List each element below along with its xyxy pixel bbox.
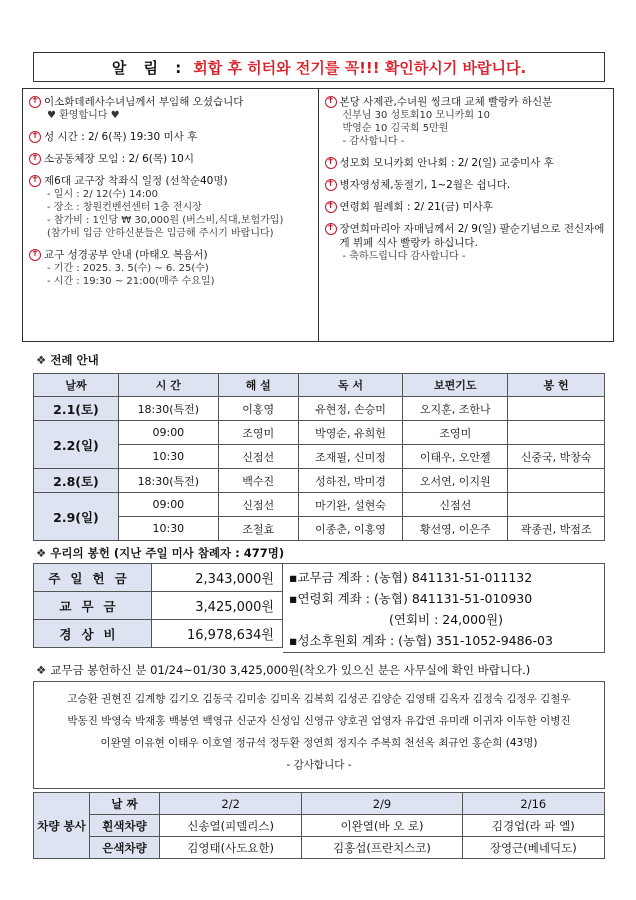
notice-item [325,200,608,214]
notice-sub: - 축하드립니다 감사합니다 - [342,251,466,262]
account-line: ▪성소후원회 계좌 : (농협) 351-1052-9486-03 [289,633,553,648]
title-message: 회합 후 히터와 전기를 꼭!!! 확인하시기 바랍니다. [193,58,527,77]
notice-head [29,95,312,109]
liturgy-header: 보편기도 [403,374,508,397]
liturgy-cell: 이종춘, 이홍영 [298,517,403,541]
notice-text: 이소화데레사수녀님께서 부임해 오셨습니다 [44,96,244,108]
offering-table [33,563,283,648]
notice-head [29,152,312,166]
notice-text: 교구 성경공부 안내 (마태오 복음서) [44,249,208,261]
vehicle-title: 차량 봉사 [34,793,90,859]
liturgy-cell [508,469,605,493]
liturgy-date: 2.9(일) [34,493,119,541]
notice-item [29,130,312,144]
liturgy-cell: 이태우, 오안젤 [403,445,508,469]
notice-sub: - 감사합니다 - [342,136,405,147]
liturgy-header: 날짜 [34,374,119,397]
liturgy-header: 독 서 [298,374,403,397]
cross-icon: ✝ [29,249,41,261]
liturgy-cell: 곽종권, 박점조 [508,517,605,541]
liturgy-cell: 조철효 [218,517,298,541]
vehicle-date: 2/16 [462,793,604,815]
notice-item [29,174,312,240]
notice-item [325,95,608,148]
liturgy-cell: 신점선 [218,493,298,517]
liturgy-cell: 18:30(특전) [118,397,218,421]
liturgy-cell: 신점선 [403,493,508,517]
vehicle-cell: 장영근(베네딕도) [462,837,604,859]
notice-item [29,95,312,122]
notice-text: 성모회 모니카회 안나회 : 2/ 2(일) 교중미사 후 [339,157,554,169]
notice-head [29,130,312,144]
vehicle-cell: 신송열(피델리스) [160,815,302,837]
cross-icon: ✝ [325,96,337,108]
donor-line: 이완열 이유현 이태우 이호열 정규석 정두환 정연희 정지수 주복희 천선옥 최규언 홍순희 (43명) [100,737,538,749]
cross-icon: ✝ [29,175,41,187]
liturgy-cell: 10:30 [118,445,218,469]
liturgy-row [34,397,605,421]
liturgy-date: 2.1(토) [34,397,119,421]
notice-sub: (참가비 입금 안하신분들은 입금해 주시기 바랍니다) [47,228,274,239]
liturgy-cell: 박영순, 유희헌 [298,421,403,445]
offering-label: 경상비 [34,620,152,648]
notice-sub: - 시간 : 19:30 ~ 21:00(매주 수요일) [47,276,215,287]
cross-icon: ✝ [325,223,337,235]
offering-amount: 2,343,000원 [152,564,283,592]
notice-title [33,52,605,82]
account-line: ▪연령회 계좌 : (농협) 841131-51-010930 [289,591,533,606]
liturgy-cell: 성하진, 박미경 [298,469,403,493]
notice-text: 본당 사제관,수녀원 씽크대 교체 빨랑카 하신분 [339,96,553,108]
cross-icon: ✝ [29,96,41,108]
notice-item [29,152,312,166]
offering-label: 교무금 [34,592,152,620]
notice-sub: - 참가비 : 1인당 ₩ 30,000원 (버스비,식대,보험가입) [47,215,284,226]
notice-item [325,156,608,170]
donors-box [33,681,605,789]
liturgy-cell: 오서연, 이지원 [403,469,508,493]
notice-text: 성 시간 : 2/ 6(목) 19:30 미사 후 [44,131,198,143]
offering-row [34,592,283,620]
liturgy-row [34,493,605,517]
vehicle-date: 2/2 [160,793,302,815]
liturgy-cell: 조영미 [218,421,298,445]
liturgy-cell: 신중국, 박창숙 [508,445,605,469]
notice-head [29,248,312,262]
notice-text: 제6대 교구장 착좌식 일정 (선착순40명) [44,175,228,187]
notice-sub: ♥ 환영합니다 ♥ [47,110,120,121]
account-line: ▪교무금 계좌 : (농협) 841131-51-011132 [289,570,533,585]
liturgy-cell: 오지훈, 조한나 [403,397,508,421]
notice-sub: - 장소 : 창원컨벤션센터 1층 전시장 [47,202,202,213]
liturgy-cell: 황선영, 이은주 [403,517,508,541]
cross-icon: ✝ [325,179,337,191]
vehicle-date-label: 날 짜 [90,793,160,815]
notice-sub: 신부님 30 성토회10 모니카회 10 [342,110,490,121]
liturgy-row [34,445,605,469]
liturgy-cell: 조재필, 신미정 [298,445,403,469]
liturgy-table [33,373,605,541]
notices-box [22,88,614,342]
liturgy-date: 2.2(일) [34,421,119,469]
notice-item [325,178,608,192]
notice-text: 장연희마리아 자매님께서 2/ 9(일) 팔순기념으로 전신자에게 뷔페 식사 빨랑카 하십니다. [339,223,605,249]
liturgy-cell: 유현정, 손승미 [298,397,403,421]
offering-amount: 3,425,000원 [152,592,283,620]
notices-right-column [319,89,614,341]
vehicle-row-label: 은색차량 [90,837,160,859]
donor-line: 박동진 박영숙 박재홍 백봉연 백영규 신군자 신성임 신영규 양호권 엄영자 유갑연 유미래 이귀자 이두한 이병진 [67,715,571,727]
liturgy-header: 봉 헌 [508,374,605,397]
liturgy-cell [508,493,605,517]
cross-icon: ✝ [29,153,41,165]
liturgy-date: 2.8(토) [34,469,119,493]
offering-label: 주일헌금 [34,564,152,592]
liturgy-header: 시 간 [118,374,218,397]
notice-head [325,222,608,250]
cross-icon: ✝ [325,157,337,169]
liturgy-cell [508,397,605,421]
liturgy-header: 해 설 [218,374,298,397]
liturgy-row [34,517,605,541]
liturgy-cell: 18:30(특전) [118,469,218,493]
notice-head [29,174,312,188]
notice-head [325,156,608,170]
donors-section-title: ❖ 교무금 봉헌하신 분 01/24~01/30 3,425,000원(착오가 있으신 분은 사무실에 확인 바랍니다.) [36,663,531,677]
liturgy-section-title: ❖ 전례 안내 [36,353,99,367]
vehicle-table [33,792,605,859]
notices-left-column [23,89,319,341]
liturgy-cell: 09:00 [118,493,218,517]
liturgy-cell [508,421,605,445]
notice-item [29,248,312,288]
notice-head [325,95,608,109]
offering-row [34,564,283,592]
notice-item [325,222,608,263]
liturgy-row [34,469,605,493]
donor-line: 고승환 권현진 김계향 김기오 김동국 김미송 김미옥 김복희 김성곤 김양순 김영태 김옥자 김정숙 김정우 김철우 [67,693,571,705]
liturgy-cell: 신점선 [218,445,298,469]
notice-text: 소공동체장 모임 : 2/ 6(목) 10시 [44,153,194,165]
account-line: (연회비 : 24,000원) [389,612,503,627]
liturgy-row [34,421,605,445]
account-info [283,563,605,653]
vehicle-cell: 김경업(라 파 엘) [462,815,604,837]
notice-sub: 박영순 10 김국희 5만원 [342,123,449,134]
vehicle-date: 2/9 [302,793,462,815]
offering-row [34,620,283,648]
liturgy-cell: 조영미 [403,421,508,445]
vehicle-row-label: 흰색차량 [90,815,160,837]
offering-amount: 16,978,634원 [152,620,283,648]
vehicle-cell: 김홍섭(프란치스코) [302,837,462,859]
liturgy-cell: 09:00 [118,421,218,445]
cross-icon: ✝ [325,201,337,213]
vehicle-cell: 이완열(바 오 로) [302,815,462,837]
cross-icon: ✝ [29,131,41,143]
vehicle-cell: 김영태(사도요한) [160,837,302,859]
liturgy-cell: 이홍영 [218,397,298,421]
notice-head [325,178,608,192]
notice-text: 연령회 월례회 : 2/ 21(금) 미사후 [339,201,493,213]
offering-section-title: ❖ 우리의 봉헌 (지난 주일 미사 참례자 : 477명) [36,546,285,560]
title-label: 알 림 : [111,58,188,77]
notice-text: 병자영성체,동절기, 1~2월은 쉽니다. [339,179,511,191]
notice-sub: - 기간 : 2025. 3. 5(수) ~ 6. 25(수) [47,263,209,274]
liturgy-cell: 10:30 [118,517,218,541]
liturgy-cell: 백수진 [218,469,298,493]
notice-head [325,200,608,214]
notice-sub: - 일시 : 2/ 12(수) 14:00 [47,189,158,200]
donor-thanks: - 감사합니다 - [286,759,352,771]
liturgy-cell: 마기완, 설현숙 [298,493,403,517]
